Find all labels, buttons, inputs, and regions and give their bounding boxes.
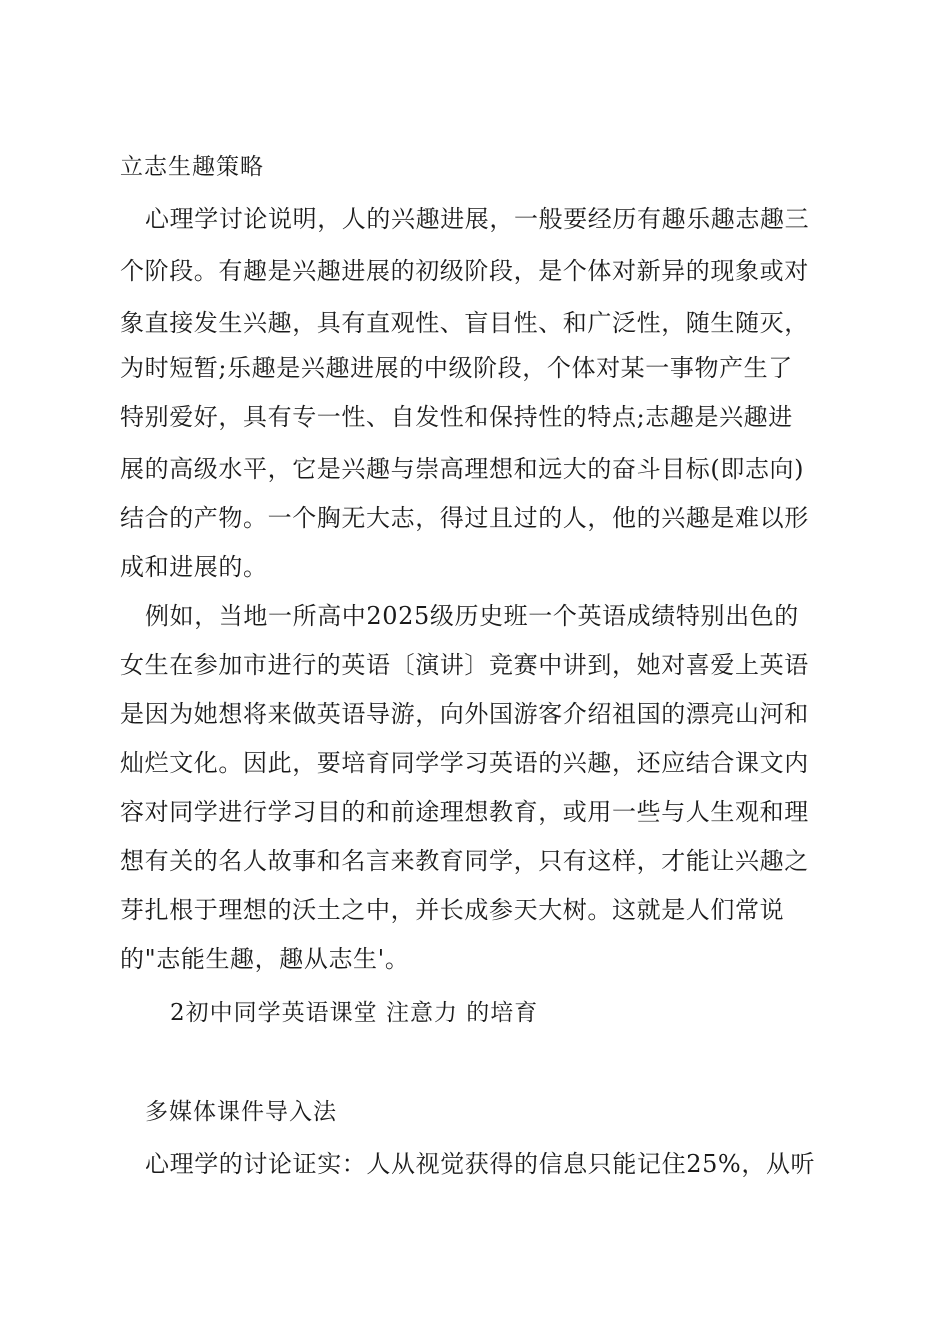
section-heading: 多媒体课件导入法 [145,1099,337,1125]
paragraph-line: 象直接发生兴趣，具有直观性、盲目性、和广泛性，随生随灭， [120,309,809,337]
paragraph-line: 例如，当地一所高中2025级历史班一个英语成绩特别出色的 [145,602,799,630]
paragraph-line: 芽扎根于理想的沃土之中，并长成参天大树。这就是人们常说 [120,896,785,924]
paragraph-line: 想有关的名人故事和名言来教育同学，只有这样，才能让兴趣之 [120,847,809,875]
paragraph-line: 为时短暂;乐趣是兴趣进展的中级阶段，个体对某一事物产生了 [120,354,793,382]
paragraph-line: 容对同学进行学习目的和前途理想教育，或用一些与人生观和理 [120,798,809,826]
paragraph-line: 女生在参加市进行的英语〔演讲〕竞赛中讲到，她对喜爱上英语 [120,651,809,679]
section-heading: 立志生趣策略 [120,154,264,180]
paragraph-line: 个阶段。有趣是兴趣进展的初级阶段，是个体对新异的现象或对 [120,257,809,285]
section-heading: 2初中同学英语课堂 注意力 的培育 [170,1000,539,1026]
paragraph-line: 展的高级水平，它是兴趣与崇高理想和远大的奋斗目标(即志向) [120,455,805,483]
paragraph-line: 灿烂文化。因此，要培育同学学习英语的兴趣，还应结合课文内 [120,749,809,777]
paragraph-line: 是因为她想将来做英语导游，向外国游客介绍祖国的漂亮山河和 [120,700,809,728]
paragraph-line: 成和进展的。 [120,553,268,581]
paragraph-line: 的"志能生趣，趣从志生'。 [120,945,410,973]
paragraph-line: 结合的产物。一个胸无大志，得过且过的人，他的兴趣是难以形 [120,504,809,532]
paragraph-line: 特别爱好，具有专一性、自发性和保持性的特点;志趣是兴趣进 [120,403,793,431]
paragraph-line: 心理学讨论说明，人的兴趣进展，一般要经历有趣乐趣志趣三 [145,205,810,233]
paragraph-line: 心理学的讨论证实：人从视觉获得的信息只能记住25%，从听 [145,1150,816,1178]
